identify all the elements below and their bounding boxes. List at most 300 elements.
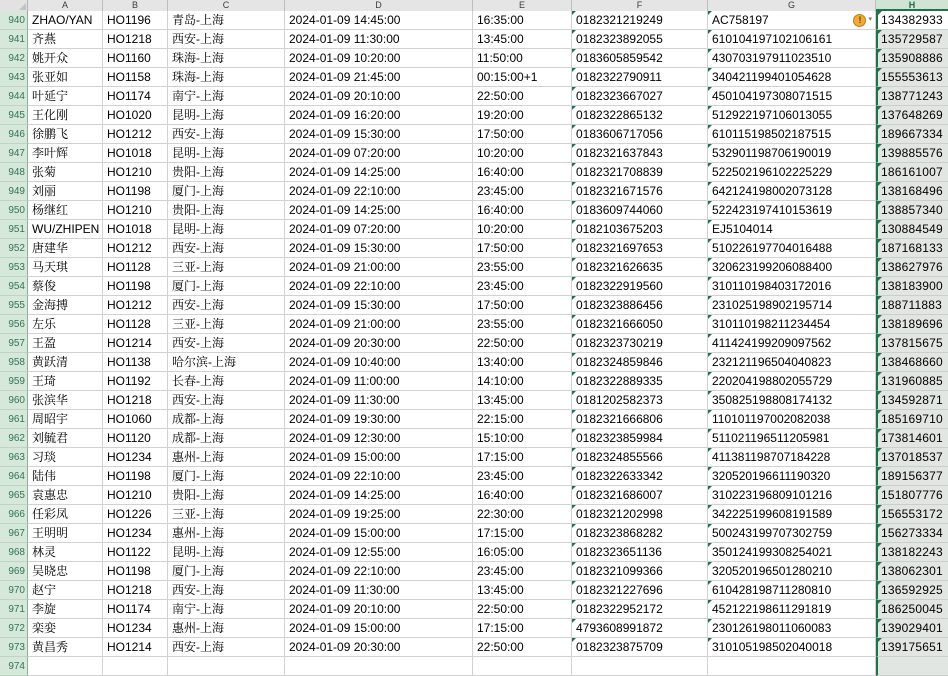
cell-a959[interactable]: 王琦 [28, 372, 103, 391]
cell-c953[interactable]: 三亚-上海 [168, 258, 285, 277]
cell-d956[interactable]: 2024-01-09 21:00:00 [285, 315, 473, 334]
cell-c950[interactable]: 贵阳-上海 [168, 201, 285, 220]
cell-f964[interactable]: 0182322633342 [572, 467, 708, 486]
cell-d943[interactable]: 2024-01-09 21:45:00 [285, 68, 473, 87]
cell-h961[interactable]: 185169710 [876, 410, 948, 429]
cell-a955[interactable]: 金海搏 [28, 296, 103, 315]
cell-c966[interactable]: 三亚-上海 [168, 505, 285, 524]
column-header-b[interactable]: B [103, 0, 168, 11]
cell-h941[interactable]: 135729587 [876, 30, 948, 49]
cell-f960[interactable]: 0181202582373 [572, 391, 708, 410]
cell-a941[interactable]: 齐燕 [28, 30, 103, 49]
cell-f956[interactable]: 0182321666050 [572, 315, 708, 334]
row-header-953[interactable]: 953 [0, 258, 28, 277]
cell-a954[interactable]: 蔡俊 [28, 277, 103, 296]
cell-b970[interactable]: HO1218 [103, 581, 168, 600]
column-header-e[interactable]: E [473, 0, 572, 11]
cell-c962[interactable]: 成都-上海 [168, 429, 285, 448]
cell-h958[interactable]: 138468660 [876, 353, 948, 372]
cell-f969[interactable]: 0182321099366 [572, 562, 708, 581]
row-header-965[interactable]: 965 [0, 486, 28, 505]
row-header-946[interactable]: 946 [0, 125, 28, 144]
cell-e969[interactable]: 23:45:00 [473, 562, 572, 581]
row-header-950[interactable]: 950 [0, 201, 28, 220]
cell-a940[interactable]: ZHAO/YAN [28, 11, 103, 30]
cell-h963[interactable]: 137018537 [876, 448, 948, 467]
cell-d942[interactable]: 2024-01-09 10:20:00 [285, 49, 473, 68]
cell-g941[interactable]: 610104197102106161 [708, 30, 876, 49]
cell-e959[interactable]: 14:10:00 [473, 372, 572, 391]
cell-g956[interactable]: 310110198211234454 [708, 315, 876, 334]
cell-f963[interactable]: 0182324855566 [572, 448, 708, 467]
column-header-g[interactable]: G [708, 0, 876, 11]
cell-f953[interactable]: 0182321626635 [572, 258, 708, 277]
row-header-951[interactable]: 951 [0, 220, 28, 239]
cell-e964[interactable]: 23:45:00 [473, 467, 572, 486]
cell-a948[interactable]: 张菊 [28, 163, 103, 182]
cell-f955[interactable]: 0182323886456 [572, 296, 708, 315]
cell-d946[interactable]: 2024-01-09 15:30:00 [285, 125, 473, 144]
cell-h959[interactable]: 131960885 [876, 372, 948, 391]
cell-b946[interactable]: HO1212 [103, 125, 168, 144]
cell-e944[interactable]: 22:50:00 [473, 87, 572, 106]
cell-f970[interactable]: 0182321227696 [572, 581, 708, 600]
cell-c949[interactable]: 厦门-上海 [168, 182, 285, 201]
cell-g969[interactable]: 320520196501280210 [708, 562, 876, 581]
cell-a952[interactable]: 唐建华 [28, 239, 103, 258]
cell-f968[interactable]: 0182323651136 [572, 543, 708, 562]
row-header-964[interactable]: 964 [0, 467, 28, 486]
cell-h956[interactable]: 138189696 [876, 315, 948, 334]
cell-c967[interactable]: 惠州-上海 [168, 524, 285, 543]
cell-c961[interactable]: 成都-上海 [168, 410, 285, 429]
cell-c940[interactable]: 青岛-上海 [168, 11, 285, 30]
cell-a963[interactable]: 习琰 [28, 448, 103, 467]
row-header-947[interactable]: 947 [0, 144, 28, 163]
cell-h944[interactable]: 138771243 [876, 87, 948, 106]
cell-g966[interactable]: 342225199608191589 [708, 505, 876, 524]
row-header-941[interactable]: 941 [0, 30, 28, 49]
cell-d971[interactable]: 2024-01-09 20:10:00 [285, 600, 473, 619]
cell-g971[interactable]: 452122198611291819 [708, 600, 876, 619]
cell-h964[interactable]: 189156377 [876, 467, 948, 486]
cell-d953[interactable]: 2024-01-09 21:00:00 [285, 258, 473, 277]
cell-b958[interactable]: HO1138 [103, 353, 168, 372]
cell-f949[interactable]: 0182321671576 [572, 182, 708, 201]
cell-a943[interactable]: 张亚如 [28, 68, 103, 87]
cell-e954[interactable]: 23:45:00 [473, 277, 572, 296]
cell-e955[interactable]: 17:50:00 [473, 296, 572, 315]
cell-h970[interactable]: 136592925 [876, 581, 948, 600]
cell-h973[interactable]: 139175651 [876, 638, 948, 657]
cell-e970[interactable]: 13:45:00 [473, 581, 572, 600]
cell-h943[interactable]: 155553613 [876, 68, 948, 87]
cell-g943[interactable]: 340421199401054628 [708, 68, 876, 87]
cell-b941[interactable]: HO1218 [103, 30, 168, 49]
cell-f942[interactable]: 0183605859542 [572, 49, 708, 68]
cell-a964[interactable]: 陆伟 [28, 467, 103, 486]
cell-h940[interactable]: 134382933 [876, 11, 948, 30]
cell-c957[interactable]: 西安-上海 [168, 334, 285, 353]
cell-a944[interactable]: 叶延宁 [28, 87, 103, 106]
cell-c971[interactable]: 南宁-上海 [168, 600, 285, 619]
cell-d954[interactable]: 2024-01-09 22:10:00 [285, 277, 473, 296]
row-header-971[interactable]: 971 [0, 600, 28, 619]
row-header-954[interactable]: 954 [0, 277, 28, 296]
cell-b968[interactable]: HO1122 [103, 543, 168, 562]
cell-g952[interactable]: 510226197704016488 [708, 239, 876, 258]
cell-b963[interactable]: HO1234 [103, 448, 168, 467]
cell-e953[interactable]: 23:55:00 [473, 258, 572, 277]
cell-d949[interactable]: 2024-01-09 22:10:00 [285, 182, 473, 201]
cell-b943[interactable]: HO1158 [103, 68, 168, 87]
cell-g961[interactable]: 110101197002082038 [708, 410, 876, 429]
cell-a969[interactable]: 吴晓忠 [28, 562, 103, 581]
cell-g946[interactable]: 610115198502187515 [708, 125, 876, 144]
cell-a949[interactable]: 刘丽 [28, 182, 103, 201]
cell-e947[interactable]: 10:20:00 [473, 144, 572, 163]
cell-a945[interactable]: 王化刚 [28, 106, 103, 125]
select-all-corner[interactable] [0, 0, 28, 11]
cell-b962[interactable]: HO1120 [103, 429, 168, 448]
cell-d945[interactable]: 2024-01-09 16:20:00 [285, 106, 473, 125]
row-header-955[interactable]: 955 [0, 296, 28, 315]
cell-c964[interactable]: 厦门-上海 [168, 467, 285, 486]
cell-a972[interactable]: 栾娈 [28, 619, 103, 638]
cell-d959[interactable]: 2024-01-09 11:00:00 [285, 372, 473, 391]
cell-f972[interactable]: 4793608991872 [572, 619, 708, 638]
cell-b942[interactable]: HO1160 [103, 49, 168, 68]
cell-e960[interactable]: 13:45:00 [473, 391, 572, 410]
cell-e950[interactable]: 16:40:00 [473, 201, 572, 220]
cell-f954[interactable]: 0182322919560 [572, 277, 708, 296]
cell-f944[interactable]: 0182323667027 [572, 87, 708, 106]
cell-g968[interactable]: 350124199308254021 [708, 543, 876, 562]
cell-a950[interactable]: 杨继红 [28, 201, 103, 220]
cell-b944[interactable]: HO1174 [103, 87, 168, 106]
cell-b972[interactable]: HO1234 [103, 619, 168, 638]
cell-d941[interactable]: 2024-01-09 11:30:00 [285, 30, 473, 49]
cell-b949[interactable]: HO1198 [103, 182, 168, 201]
row-header-949[interactable]: 949 [0, 182, 28, 201]
cell-e958[interactable]: 13:40:00 [473, 353, 572, 372]
cell-b974[interactable] [103, 657, 168, 676]
cell-b960[interactable]: HO1218 [103, 391, 168, 410]
row-header-974[interactable]: 974 [0, 657, 28, 676]
cell-e963[interactable]: 17:15:00 [473, 448, 572, 467]
cell-c974[interactable] [168, 657, 285, 676]
cell-d955[interactable]: 2024-01-09 15:30:00 [285, 296, 473, 315]
cell-b954[interactable]: HO1198 [103, 277, 168, 296]
cell-a960[interactable]: 张滨华 [28, 391, 103, 410]
cell-c952[interactable]: 西安-上海 [168, 239, 285, 258]
row-header-972[interactable]: 972 [0, 619, 28, 638]
cell-c945[interactable]: 昆明-上海 [168, 106, 285, 125]
row-header-970[interactable]: 970 [0, 581, 28, 600]
cell-e949[interactable]: 23:45:00 [473, 182, 572, 201]
cell-d951[interactable]: 2024-01-09 07:20:00 [285, 220, 473, 239]
cell-b956[interactable]: HO1128 [103, 315, 168, 334]
row-header-952[interactable]: 952 [0, 239, 28, 258]
row-header-959[interactable]: 959 [0, 372, 28, 391]
cell-c965[interactable]: 贵阳-上海 [168, 486, 285, 505]
cell-d973[interactable]: 2024-01-09 20:30:00 [285, 638, 473, 657]
cell-d970[interactable]: 2024-01-09 11:30:00 [285, 581, 473, 600]
cell-g972[interactable]: 230126198011060083 [708, 619, 876, 638]
cell-c963[interactable]: 惠州-上海 [168, 448, 285, 467]
cell-a953[interactable]: 马天琪 [28, 258, 103, 277]
cell-b955[interactable]: HO1212 [103, 296, 168, 315]
cell-h955[interactable]: 188711883 [876, 296, 948, 315]
cell-e951[interactable]: 10:20:00 [473, 220, 572, 239]
cell-d948[interactable]: 2024-01-09 14:25:00 [285, 163, 473, 182]
cell-b952[interactable]: HO1212 [103, 239, 168, 258]
cell-a968[interactable]: 林灵 [28, 543, 103, 562]
cell-h954[interactable]: 138183900 [876, 277, 948, 296]
cell-g942[interactable]: 430703197911023510 [708, 49, 876, 68]
row-header-960[interactable]: 960 [0, 391, 28, 410]
cell-d957[interactable]: 2024-01-09 20:30:00 [285, 334, 473, 353]
cell-b969[interactable]: HO1198 [103, 562, 168, 581]
cell-e940[interactable]: 16:35:00 [473, 11, 572, 30]
cell-d958[interactable]: 2024-01-09 10:40:00 [285, 353, 473, 372]
cell-h967[interactable]: 156273334 [876, 524, 948, 543]
cell-b951[interactable]: HO1018 [103, 220, 168, 239]
cell-c951[interactable]: 昆明-上海 [168, 220, 285, 239]
cell-d961[interactable]: 2024-01-09 19:30:00 [285, 410, 473, 429]
cell-g940[interactable] [708, 11, 876, 30]
cell-d968[interactable]: 2024-01-09 12:55:00 [285, 543, 473, 562]
cell-c955[interactable]: 西安-上海 [168, 296, 285, 315]
cell-e971[interactable]: 22:50:00 [473, 600, 572, 619]
cell-c960[interactable]: 西安-上海 [168, 391, 285, 410]
cell-a966[interactable]: 任彩凤 [28, 505, 103, 524]
cell-g944[interactable]: 450104197308071515 [708, 87, 876, 106]
cell-d966[interactable]: 2024-01-09 19:25:00 [285, 505, 473, 524]
cell-a946[interactable]: 徐鹏飞 [28, 125, 103, 144]
cell-e962[interactable]: 15:10:00 [473, 429, 572, 448]
cell-f971[interactable]: 0182322952172 [572, 600, 708, 619]
cell-h942[interactable]: 135908886 [876, 49, 948, 68]
cell-h953[interactable]: 138627976 [876, 258, 948, 277]
warning-dropdown-icon[interactable]: ▾ [868, 16, 872, 23]
cell-g963[interactable]: 411381198707184228 [708, 448, 876, 467]
cell-e946[interactable]: 17:50:00 [473, 125, 572, 144]
cell-d960[interactable]: 2024-01-09 11:30:00 [285, 391, 473, 410]
row-header-958[interactable]: 958 [0, 353, 28, 372]
cell-g951[interactable]: EJ5104014 [708, 220, 876, 239]
cell-g948[interactable]: 522502196102225229 [708, 163, 876, 182]
cell-b947[interactable]: HO1018 [103, 144, 168, 163]
cell-e948[interactable]: 16:40:00 [473, 163, 572, 182]
cell-c969[interactable]: 厦门-上海 [168, 562, 285, 581]
cell-e972[interactable]: 17:15:00 [473, 619, 572, 638]
cell-d974[interactable] [285, 657, 473, 676]
cell-h965[interactable]: 151807776 [876, 486, 948, 505]
cell-d950[interactable]: 2024-01-09 14:25:00 [285, 201, 473, 220]
cell-h957[interactable]: 137815675 [876, 334, 948, 353]
row-header-963[interactable]: 963 [0, 448, 28, 467]
cell-e961[interactable]: 22:15:00 [473, 410, 572, 429]
cell-c973[interactable]: 西安-上海 [168, 638, 285, 657]
cell-g970[interactable]: 610428198711280810 [708, 581, 876, 600]
cell-a970[interactable]: 赵宁 [28, 581, 103, 600]
cell-a967[interactable]: 王明明 [28, 524, 103, 543]
cell-b957[interactable]: HO1214 [103, 334, 168, 353]
cell-f940[interactable]: 0182321219249 [572, 11, 708, 30]
cell-h952[interactable]: 187168133 [876, 239, 948, 258]
cell-b965[interactable]: HO1210 [103, 486, 168, 505]
cell-h951[interactable]: 130884549 [876, 220, 948, 239]
cell-a951[interactable]: WU/ZHIPEN [28, 220, 103, 239]
cell-g950[interactable]: 522423197410153619 [708, 201, 876, 220]
cell-g960[interactable]: 350825198808174132 [708, 391, 876, 410]
cell-c972[interactable]: 惠州-上海 [168, 619, 285, 638]
cell-h949[interactable]: 138168496 [876, 182, 948, 201]
cell-f951[interactable]: 0182103675203 [572, 220, 708, 239]
cell-d972[interactable]: 2024-01-09 15:00:00 [285, 619, 473, 638]
cell-c959[interactable]: 长春-上海 [168, 372, 285, 391]
cell-e942[interactable]: 11:50:00 [473, 49, 572, 68]
cell-h974[interactable] [876, 657, 948, 676]
error-warning-icon[interactable]: ! [853, 14, 866, 27]
cell-f950[interactable]: 0183609744060 [572, 201, 708, 220]
cell-f941[interactable]: 0182323892055 [572, 30, 708, 49]
cell-h950[interactable]: 138857340 [876, 201, 948, 220]
cell-f965[interactable]: 0182321686007 [572, 486, 708, 505]
cell-b973[interactable]: HO1214 [103, 638, 168, 657]
cell-g954[interactable]: 310110198403172016 [708, 277, 876, 296]
cell-f945[interactable]: 0182322865132 [572, 106, 708, 125]
cell-d969[interactable]: 2024-01-09 22:10:00 [285, 562, 473, 581]
cell-a957[interactable]: 王盈 [28, 334, 103, 353]
row-header-967[interactable]: 967 [0, 524, 28, 543]
cell-e974[interactable] [473, 657, 572, 676]
cell-f967[interactable]: 0182323868282 [572, 524, 708, 543]
cell-f952[interactable]: 0182321697653 [572, 239, 708, 258]
row-header-944[interactable]: 944 [0, 87, 28, 106]
cell-e957[interactable]: 22:50:00 [473, 334, 572, 353]
cell-g959[interactable]: 220204198802055729 [708, 372, 876, 391]
cell-d944[interactable]: 2024-01-09 20:10:00 [285, 87, 473, 106]
column-header-c[interactable]: C [168, 0, 285, 11]
row-header-957[interactable]: 957 [0, 334, 28, 353]
cell-g957[interactable]: 411424199209097562 [708, 334, 876, 353]
column-header-a[interactable]: A [28, 0, 103, 11]
cell-h947[interactable]: 139885576 [876, 144, 948, 163]
cell-a947[interactable]: 李叶辉 [28, 144, 103, 163]
cell-h962[interactable]: 173814601 [876, 429, 948, 448]
cell-c946[interactable]: 西安-上海 [168, 125, 285, 144]
cell-h946[interactable]: 189667334 [876, 125, 948, 144]
cell-b940[interactable]: HO1196 [103, 11, 168, 30]
cell-h948[interactable]: 186161007 [876, 163, 948, 182]
cell-b948[interactable]: HO1210 [103, 163, 168, 182]
cell-a973[interactable]: 黄昌秀 [28, 638, 103, 657]
cell-f962[interactable]: 0182323859984 [572, 429, 708, 448]
cell-e943[interactable]: 00:15:00+1 [473, 68, 572, 87]
cell-g967[interactable]: 500243199707302759 [708, 524, 876, 543]
cell-f959[interactable]: 0182322889335 [572, 372, 708, 391]
cell-a974[interactable] [28, 657, 103, 676]
cell-h945[interactable]: 137648269 [876, 106, 948, 125]
cell-d965[interactable]: 2024-01-09 14:25:00 [285, 486, 473, 505]
row-header-962[interactable]: 962 [0, 429, 28, 448]
row-header-943[interactable]: 943 [0, 68, 28, 87]
cell-d967[interactable]: 2024-01-09 15:00:00 [285, 524, 473, 543]
cell-b966[interactable]: HO1226 [103, 505, 168, 524]
cell-g974[interactable] [708, 657, 876, 676]
cell-c943[interactable]: 珠海-上海 [168, 68, 285, 87]
cell-b945[interactable]: HO1020 [103, 106, 168, 125]
cell-h971[interactable]: 186250045 [876, 600, 948, 619]
cell-h968[interactable]: 138182243 [876, 543, 948, 562]
cell-c956[interactable]: 三亚-上海 [168, 315, 285, 334]
cell-g945[interactable]: 512922197106013055 [708, 106, 876, 125]
cell-h960[interactable]: 134592871 [876, 391, 948, 410]
column-header-d[interactable]: D [285, 0, 473, 11]
column-header-h[interactable]: H [876, 0, 948, 11]
row-header-942[interactable]: 942 [0, 49, 28, 68]
cell-f947[interactable]: 0182321637843 [572, 144, 708, 163]
cell-b961[interactable]: HO1060 [103, 410, 168, 429]
cell-c954[interactable]: 厦门-上海 [168, 277, 285, 296]
row-header-968[interactable]: 968 [0, 543, 28, 562]
cell-h972[interactable]: 139029401 [876, 619, 948, 638]
row-header-966[interactable]: 966 [0, 505, 28, 524]
cell-e968[interactable]: 16:05:00 [473, 543, 572, 562]
cell-b950[interactable]: HO1210 [103, 201, 168, 220]
cell-f961[interactable]: 0182321666806 [572, 410, 708, 429]
cell-c947[interactable]: 昆明-上海 [168, 144, 285, 163]
cell-e965[interactable]: 16:40:00 [473, 486, 572, 505]
cell-a958[interactable]: 黄跃清 [28, 353, 103, 372]
row-header-969[interactable]: 969 [0, 562, 28, 581]
cell-a971[interactable]: 李旋 [28, 600, 103, 619]
cell-f974[interactable] [572, 657, 708, 676]
cell-c942[interactable]: 珠海-上海 [168, 49, 285, 68]
cell-h966[interactable]: 156553172 [876, 505, 948, 524]
cell-c958[interactable]: 哈尔滨-上海 [168, 353, 285, 372]
cell-a962[interactable]: 刘毓君 [28, 429, 103, 448]
cell-g964[interactable]: 320520196611190320 [708, 467, 876, 486]
cell-f973[interactable]: 0182323875709 [572, 638, 708, 657]
cell-e941[interactable]: 13:45:00 [473, 30, 572, 49]
row-header-956[interactable]: 956 [0, 315, 28, 334]
cell-d952[interactable]: 2024-01-09 15:30:00 [285, 239, 473, 258]
column-header-f[interactable]: F [572, 0, 708, 11]
cell-c948[interactable]: 贵阳-上海 [168, 163, 285, 182]
cell-g973[interactable]: 310105198502040018 [708, 638, 876, 657]
row-header-961[interactable]: 961 [0, 410, 28, 429]
cell-g958[interactable]: 232121196504040823 [708, 353, 876, 372]
cell-a961[interactable]: 周昭宇 [28, 410, 103, 429]
row-header-940[interactable]: 940 [0, 11, 28, 30]
cell-a942[interactable]: 姚开众 [28, 49, 103, 68]
cell-e952[interactable]: 17:50:00 [473, 239, 572, 258]
cell-e956[interactable]: 23:55:00 [473, 315, 572, 334]
cell-g965[interactable]: 310223196809101216 [708, 486, 876, 505]
cell-f966[interactable]: 0182321202998 [572, 505, 708, 524]
cell-e966[interactable]: 22:30:00 [473, 505, 572, 524]
row-header-948[interactable]: 948 [0, 163, 28, 182]
cell-c970[interactable]: 西安-上海 [168, 581, 285, 600]
cell-b967[interactable]: HO1234 [103, 524, 168, 543]
cell-h969[interactable]: 138062301 [876, 562, 948, 581]
cell-b953[interactable]: HO1128 [103, 258, 168, 277]
cell-f943[interactable]: 0182322790911 [572, 68, 708, 87]
cell-f957[interactable]: 0182323730219 [572, 334, 708, 353]
